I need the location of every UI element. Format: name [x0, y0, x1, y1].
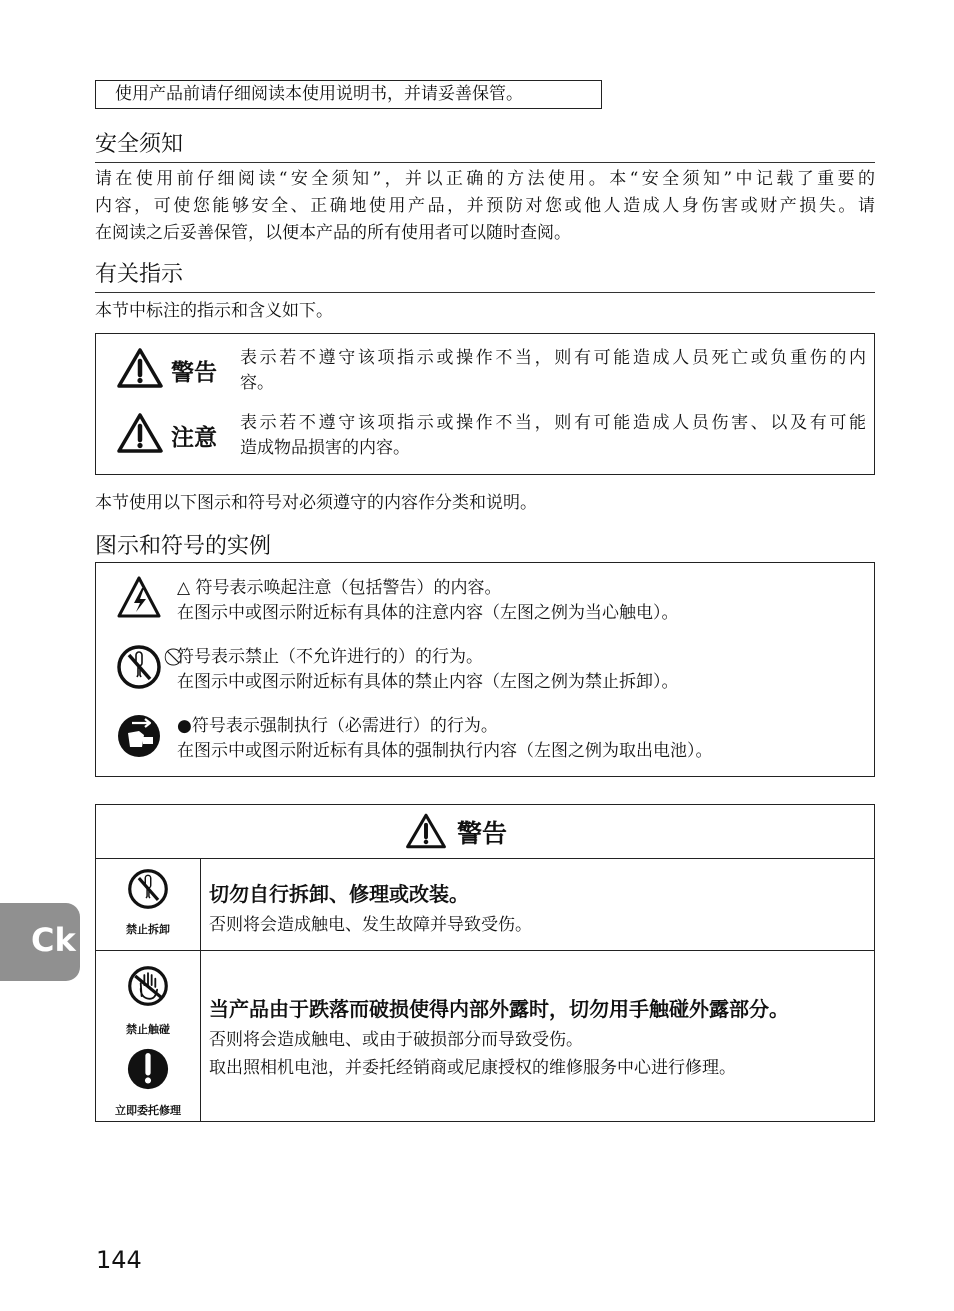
example-text [177, 645, 679, 695]
text-line: 造成物品损害的内容。 [240, 438, 410, 458]
warning-detail: 否则将会造成触电、或由于破损部分而导致受伤。 [209, 1030, 583, 1050]
mandatory-action-icon [126, 1047, 170, 1091]
divider [95, 292, 875, 293]
text-line: 在图示中或图示附近标有具体的强制执行内容（左图之例为取出电池）。 [177, 741, 713, 761]
text-line: 内容，可使您能够安全、正确地使用产品，并预防对您或他人造成人身伤害或财产损失。请 [95, 196, 875, 216]
warning-triangle-icon [405, 812, 447, 850]
text-line: 表示若不遵守该项指示或操作不当，则有可能造成人员伤害、以及有可能 [240, 413, 866, 433]
column-divider [200, 858, 201, 1121]
no-disassembly-icon [127, 868, 169, 910]
divider [95, 162, 875, 163]
caution-description [240, 411, 866, 461]
icon-caption: 禁止拆卸 [126, 923, 170, 936]
remove-battery-icon [116, 713, 162, 759]
examples-heading: 图示和符号的实例 [95, 534, 272, 559]
icon-caption: 禁止触碰 [126, 1023, 170, 1036]
table-row [96, 858, 874, 951]
text-line: 在图示中或图示附近标有具体的注意内容（左图之例为当心触电）。 [177, 603, 679, 623]
warning-description [240, 346, 866, 396]
text-line: 表示若不遵守该项指示或操作不当，则有可能造成人员死亡或负重伤的内 [240, 348, 866, 368]
table-row [96, 951, 874, 1121]
language-tab [0, 903, 80, 981]
electric-shock-warning-icon [116, 575, 162, 621]
example-text [177, 714, 713, 764]
text-line: ●符号表示强制执行（必需进行）的行为。 [177, 716, 498, 736]
language-tab-label: Ck [31, 921, 76, 959]
example-text [177, 576, 679, 626]
text-line: 容。 [240, 373, 274, 393]
no-touch-icon [127, 965, 169, 1007]
warning-detail: 取出照相机电池，并委托经销商或尼康授权的维修服务中心进行修理。 [209, 1058, 736, 1078]
page-number: 144 [96, 1246, 142, 1274]
safety-paragraph [95, 166, 875, 247]
safety-heading: 安全须知 [95, 132, 184, 157]
caution-triangle-icon [116, 412, 164, 454]
warning-triangle-icon [116, 347, 164, 389]
caution-label: 注意 [171, 425, 217, 451]
text-line: 请在使用前仔细阅读“安全须知”，并以正确的方法使用。本“安全须知”中记载了重要的 [95, 169, 875, 189]
usage-note: 使用产品前请仔细阅读本使用说明书，并请妥善保管。 [95, 80, 602, 109]
examples-box [95, 562, 875, 777]
text-line: 在阅读之后妥善保管，以便本产品的所有使用者可以随时查阅。 [95, 223, 571, 243]
icon-caption: 立即委托修理 [115, 1104, 181, 1117]
warning-detail: 否则将会造成触电、发生故障并导致受伤。 [209, 915, 532, 935]
text-line: △ 符号表示唤起注意（包括警告）的内容。 [177, 578, 502, 598]
warning-table-header [96, 805, 874, 859]
warning-heading: 当产品由于跌落而破损使得内部外露时，切勿用手触碰外露部分。 [209, 997, 789, 1021]
instructions-heading: 有关指示 [95, 262, 184, 287]
instructions-intro: 本节中标注的指示和含义如下。 [95, 301, 333, 321]
text-line: 在图示中或图示附近标有具体的禁止内容（左图之例为禁止拆卸）。 [177, 672, 679, 692]
text-line: ⃠符号表示禁止（不允许进行的）的行为。 [177, 647, 483, 667]
no-disassembly-icon [116, 644, 162, 690]
warning-table-title: 警告 [457, 819, 508, 848]
instructions-after: 本节使用以下图示和符号对必须遵守的内容作分类和说明。 [95, 493, 537, 513]
signal-words-box [95, 333, 875, 475]
warning-heading: 切勿自行拆卸、修理或改装。 [209, 882, 469, 906]
warning-table [95, 804, 875, 1122]
warning-label: 警告 [171, 360, 217, 386]
